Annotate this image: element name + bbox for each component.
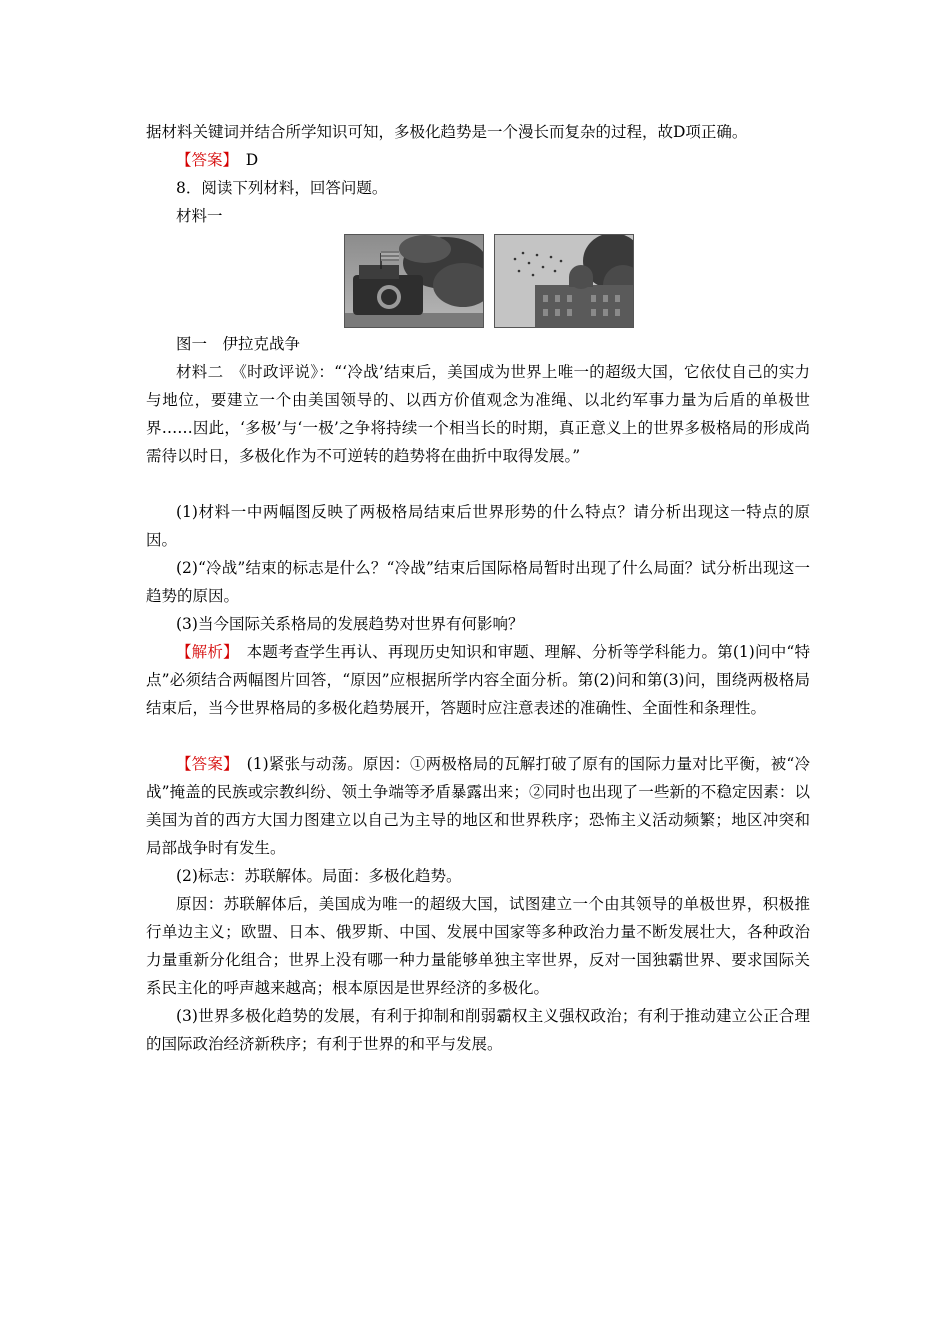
- answer-value: D: [245, 151, 259, 169]
- answer-2: (2)标志：苏联解体。局面：多极化趋势。: [176, 867, 462, 885]
- question-1: (1)材料一中两幅图反映了两极格局结束后世界形势的什么特点？请分析出现这一特点的原因。: [146, 503, 810, 549]
- analysis-text: 本题考查学生再认、再现历史知识和审题、理解、分析等学科能力。第(1)问中“特点”必须结合两幅图片回答，“原因”应根据所学内容全面分析。第(2)问和第(3)问，围绕两极格局结束后，当今世界格局的多极化趋势展开，答题时应注意表述的准确性、全面性和条理性。: [146, 643, 810, 717]
- answer-7: [146, 146, 810, 174]
- answer-tag-8: 【答案】: [176, 755, 231, 773]
- answer-2-reason: 原因：苏联解体后，美国成为唯一的超级大国，试图建立一个由其领导的单极世界，积极推行单边主义；欧盟、日本、俄罗斯、中国、发展中国家等多种政治力量不断发展壮大，各种政治力量重新分化组合；世界上没有哪一种力量能够单独主宰世界，反对一国独霸世界、要求国际关系民主化的呼声越来越高；根本原因是世界经济的多极化。: [146, 895, 810, 997]
- question-3: (3)当今国际关系格局的发展趋势对世界有何影响？: [176, 615, 524, 633]
- material-2: 材料二 《时政评说》：“‘冷战’结束后，美国成为世界上唯一的超级大国，它依仗自己的实力与地位，要建立一个由美国领导的、以西方价值观念为准绳、以北约军事力量为后盾的单极世界……因此，‘多极’与‘一极’之争将持续一个相当长的时期，真正意义上的世界多极格局的形成尚需待以时日，多极化作为不可逆转的趋势将在曲折中取得发展。”: [146, 363, 810, 465]
- figure-caption: 图一 伊拉克战争: [176, 335, 301, 353]
- answer-1-text: (1)紧张与动荡。原因：①两极格局的瓦解打破了原有的国际力量对比平衡，被“冷战”掩盖的民族或宗教纠纷、领土争端等矛盾暴露出来；②同时也出现了一些新的不稳定因素：以美国为首的西方大国力图建立以自己为主导的地区和世界秩序；恐怖主义活动频繁；地区冲突和局部战争时有发生。: [146, 755, 810, 857]
- answer-3: (3)世界多极化趋势的发展，有利于抑制和削弱霸权主义强权政治；有利于推动建立公正合理的国际政治经济新秩序；有利于世界的和平与发展。: [146, 1007, 810, 1053]
- material-1-label: 材料一: [176, 207, 223, 225]
- analysis-paragraph: [146, 638, 810, 722]
- tank-photo: [344, 234, 484, 328]
- answer-tag: 【答案】: [176, 151, 231, 169]
- analysis-tag: 【解析】: [176, 643, 231, 661]
- question-2: (2)“冷战”结束的标志是什么？“冷战”结束后国际格局暂时出现了什么局面？试分析出现这一趋势的原因。: [146, 559, 810, 605]
- question-8-heading: 8．阅读下列材料，回答问题。: [176, 179, 388, 197]
- burning-hotel-photo: [494, 234, 634, 328]
- prev-explanation-line: 据材料关键词并结合所学知识可知，多极化趋势是一个漫长而复杂的过程，故D项正确。: [146, 123, 748, 141]
- answer-1-paragraph: [146, 750, 810, 862]
